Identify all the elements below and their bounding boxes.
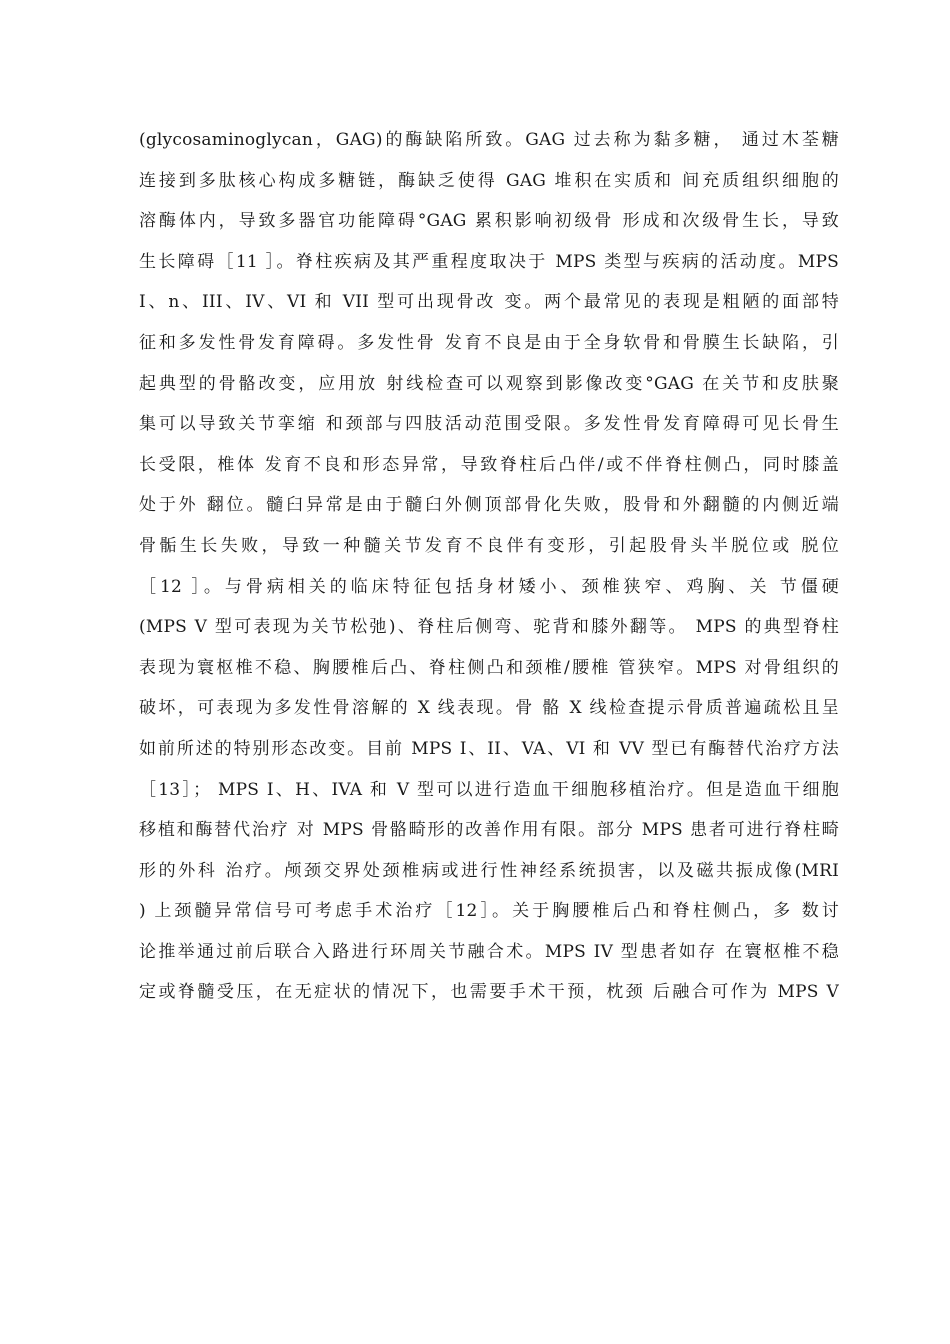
text-line: I、n、III、IV、VI 和 VII 型可出现骨改 变。两个最常见的表现是粗陋的面部特: [139, 292, 839, 313]
text-line: 连接到多肽核心构成多糖链，酶缺乏使得 GAG 堆积在实质和 间充质组织细胞的: [139, 170, 839, 191]
text-line: 表现为寰枢椎不稳、胸腰椎后凸、脊柱侧凸和颈椎/腰椎 管狭窄。MPS 对骨组织的: [139, 657, 839, 678]
text-line: 如前所述的特别形态改变。目前 MPS I、II、VA、VI 和 VV 型已有酶替代治疗方法: [139, 738, 839, 759]
text-line: ) 上颈髓异常信号可考虑手术治疗［12］。关于胸腰椎后凸和脊柱侧凸，多 数讨: [139, 901, 839, 922]
text-line: 形的外科 治疗。颅颈交界处颈椎病或进行性神经系统损害，以及磁共振成像(MRI: [139, 860, 839, 881]
text-line: 骨骺生长失败，导致一种髓关节发育不良伴有变形，引起股骨头半脱位或 脱位: [139, 535, 839, 556]
text-line: 起典型的骨骼改变，应用放 射线检查可以观察到影像改变°GAG 在关节和皮肤聚: [139, 373, 839, 394]
text-line: 定或脊髓受压，在无症状的情况下，也需要手术干预，枕颈 后融合可作为 MPS V: [139, 982, 839, 1003]
text-line: 长受限，椎体 发育不良和形态异常，导致脊柱后凸伴/或不伴脊柱侧凸，同时膝盖: [139, 454, 839, 475]
body-paragraph: [139, 120, 839, 1013]
text-line: 移植和酶替代治疗 对 MPS 骨骼畸形的改善作用有限。部分 MPS 患者可进行脊柱畸: [139, 820, 839, 841]
text-line: 溶酶体内，导致多器官功能障碍°GAG 累积影响初级骨 形成和次级骨生长，导致: [139, 211, 839, 232]
text-line: 征和多发性骨发育障碍。多发性骨 发育不良是由于全身软骨和骨膜生长缺陷，引: [139, 332, 839, 353]
text-line: ［12 ］。与骨病相关的临床特征包括身材矮小、颈椎狭窄、鸡胸、关 节僵硬: [139, 576, 839, 597]
text-line: 论推举通过前后联合入路进行环周关节融合术。MPS IV 型患者如存 在寰枢椎不稳: [139, 941, 839, 962]
text-line: 集可以导致关节挛缩 和颈部与四肢活动范围受限。多发性骨发育障碍可见长骨生: [139, 414, 839, 435]
text-line: (glycosaminoglycan，GAG)的酶缺陷所致。GAG 过去称为黏多糖， 通过木荃糖: [139, 130, 839, 150]
text-line: 生长障碍［11 ］。脊柱疾病及其严重程度取决于 MPS 类型与疾病的活动度。MPS: [139, 251, 839, 272]
text-line: 处于外 翻位。髓臼异常是由于髓臼外侧顶部骨化失败，股骨和外翻髓的内侧近端: [139, 495, 839, 516]
text-line: 破坏，可表现为多发性骨溶解的 X 线表现。骨 骼 X 线检查提示骨质普遍疏松且呈: [139, 698, 839, 719]
text-line: (MPS V 型可表现为关节松弛)、脊柱后侧弯、驼背和膝外翻等。 MPS 的典型脊柱: [139, 617, 839, 638]
text-line: ［13］； MPS I、H、IVA 和 V 型可以进行造血干细胞移植治疗。但是造血干细胞: [139, 779, 839, 800]
